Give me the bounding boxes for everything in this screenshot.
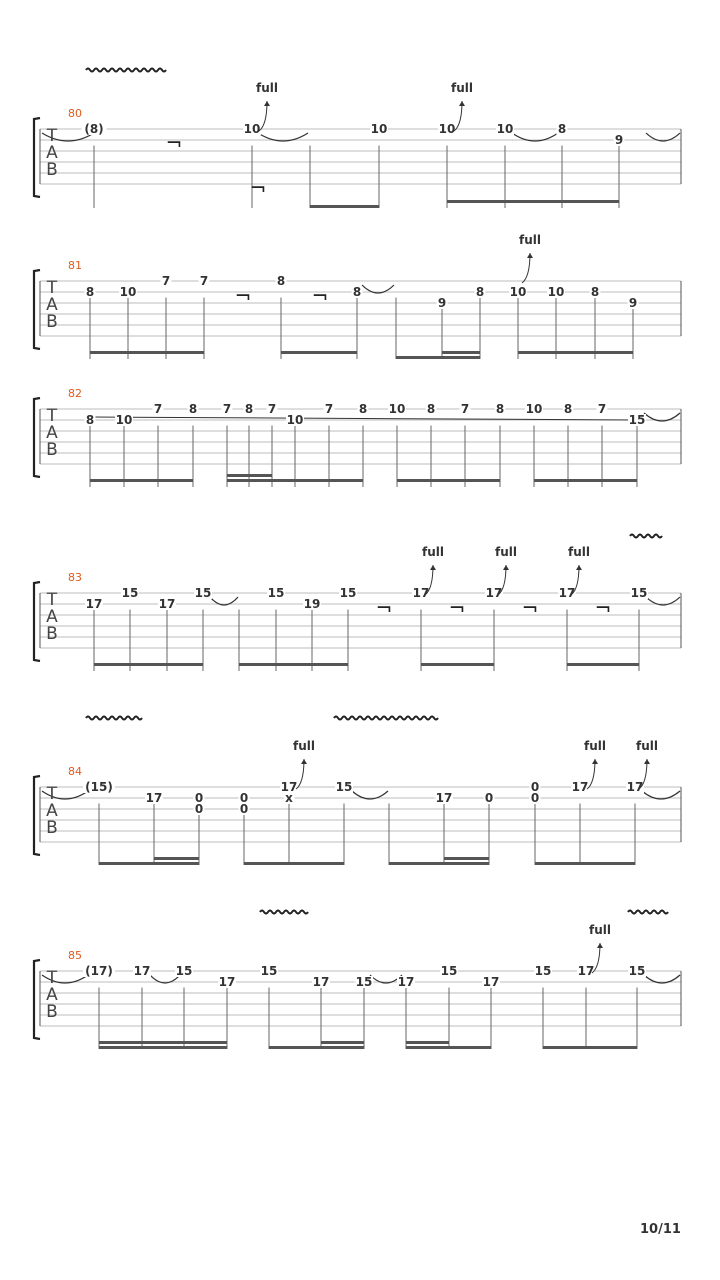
fret-number: (17) — [85, 964, 113, 978]
note-beam — [535, 862, 635, 865]
fret-number: 7 — [324, 402, 334, 416]
bend-label: full — [584, 739, 606, 753]
bend-label: full — [568, 545, 590, 559]
note-beam — [227, 474, 272, 477]
bend-label: full — [451, 81, 473, 95]
fret-number: 17 — [485, 586, 503, 600]
fret-number: 8 — [358, 402, 368, 416]
tab-clef-letter: A — [46, 801, 58, 821]
system-bracket — [34, 118, 40, 197]
vibrato-mark — [628, 911, 668, 914]
bend-label: full — [636, 739, 658, 753]
fret-number: 10 — [286, 413, 304, 427]
fret-number: 0 — [194, 791, 204, 805]
system-bracket — [34, 776, 40, 855]
fret-number: 15 — [267, 586, 285, 600]
fret-number: 8 — [495, 402, 505, 416]
bend-arrowhead — [527, 253, 533, 258]
tab-clef-letter: A — [46, 985, 58, 1005]
fret-number: 0 — [484, 791, 494, 805]
note-beam — [543, 1046, 637, 1049]
bend-arrowhead — [597, 943, 603, 948]
bend-arrowhead — [301, 759, 307, 764]
tab-clef-letter: B — [46, 440, 58, 460]
bend-label: full — [589, 923, 611, 937]
vibrato-mark — [630, 535, 662, 538]
system-bracket — [34, 398, 40, 477]
note-beam — [406, 1046, 491, 1049]
tab-clef-letter: T — [46, 784, 58, 804]
measure-number: 83 — [68, 571, 82, 584]
note-beam — [389, 862, 489, 865]
fret-number: 15 — [339, 586, 357, 600]
fret-number: 8 — [590, 285, 600, 299]
fret-number: 0 — [239, 802, 249, 816]
note-beam — [227, 479, 363, 482]
tab-clef-letter: A — [46, 423, 58, 443]
system-bracket — [34, 960, 40, 1039]
fret-number: 9 — [437, 296, 447, 310]
note-beam — [281, 351, 357, 354]
fret-number: 7 — [199, 274, 209, 288]
fret-number: 15 — [355, 975, 373, 989]
bend-arrowhead — [264, 101, 270, 106]
bend-arrowhead — [644, 759, 650, 764]
bend-label: full — [422, 545, 444, 559]
fret-number: 17 — [626, 780, 644, 794]
fret-number: 10 — [115, 413, 133, 427]
fret-number: 8 — [85, 413, 95, 427]
fret-number: 15 — [534, 964, 552, 978]
note-beam — [534, 479, 637, 482]
note-beam — [99, 1046, 227, 1049]
tab-clef-letter: T — [46, 968, 58, 988]
fret-number: 15 — [630, 586, 648, 600]
note-beam — [444, 857, 489, 860]
fret-number: 17 — [145, 791, 163, 805]
vibrato-mark — [86, 69, 166, 72]
staff-lines — [34, 118, 681, 1039]
fret-number: 0 — [530, 780, 540, 794]
fret-number: (15) — [85, 780, 113, 794]
fret-number: 10 — [525, 402, 543, 416]
rest-symbol: ¬ — [448, 596, 466, 620]
fret-number: 8 — [426, 402, 436, 416]
tab-clef-letter: T — [46, 278, 58, 298]
system-bracket — [34, 582, 40, 661]
fret-number: 9 — [614, 133, 624, 147]
tab-clef-letter: A — [46, 143, 58, 163]
note-beam — [321, 1041, 364, 1044]
page-number: 10/11 — [640, 1222, 681, 1237]
fret-number: 8 — [352, 285, 362, 299]
tab-clef-letter: B — [46, 818, 58, 838]
fret-number: 8 — [557, 122, 567, 136]
fret-number: 19 — [303, 597, 321, 611]
fret-number: 15 — [194, 586, 212, 600]
fret-number: 10 — [509, 285, 527, 299]
fret-number: 8 — [85, 285, 95, 299]
bend-arrowhead — [503, 565, 509, 570]
fret-number: 17 — [577, 964, 595, 978]
fret-number: 8 — [475, 285, 485, 299]
fret-number: 17 — [133, 964, 151, 978]
note-beam — [99, 1041, 227, 1044]
tab-clef-letter: T — [46, 406, 58, 426]
bend-arrowhead — [592, 759, 598, 764]
fret-number: 17 — [312, 975, 330, 989]
fret-number: 8 — [276, 274, 286, 288]
measure-number: 80 — [68, 107, 82, 120]
measure-number: 81 — [68, 259, 82, 272]
rest-symbol: ¬ — [594, 596, 612, 620]
fret-number: x — [285, 791, 293, 805]
bend-label: full — [519, 233, 541, 247]
fret-number: (8) — [84, 122, 104, 136]
fret-number: 15 — [260, 964, 278, 978]
fret-number: 17 — [280, 780, 298, 794]
fret-number: 17 — [558, 586, 576, 600]
note-beam — [310, 205, 379, 208]
system-bracket — [34, 270, 40, 349]
fret-number: 17 — [482, 975, 500, 989]
fret-number: 7 — [222, 402, 232, 416]
rest-symbol: ¬ — [165, 131, 183, 155]
fret-number: 10 — [370, 122, 388, 136]
fret-number: 7 — [460, 402, 470, 416]
fret-number: 9 — [628, 296, 638, 310]
fret-number: 15 — [628, 413, 646, 427]
bend-label: full — [256, 81, 278, 95]
fret-number: 17 — [85, 597, 103, 611]
fret-number: 10 — [119, 285, 137, 299]
fret-number: 8 — [188, 402, 198, 416]
fret-number: 10 — [388, 402, 406, 416]
fret-number: 15 — [628, 964, 646, 978]
tab-clef-letter: A — [46, 295, 58, 315]
note-beam — [90, 351, 204, 354]
note-beam — [239, 663, 348, 666]
note-beam — [94, 663, 203, 666]
fret-number: 0 — [239, 791, 249, 805]
rest-symbol: ¬ — [234, 284, 252, 308]
note-beam — [567, 663, 639, 666]
tab-clef-letter: A — [46, 607, 58, 627]
vibrato-mark — [86, 717, 142, 720]
tab-clef-letter: B — [46, 160, 58, 180]
note-beam — [396, 356, 480, 359]
tab-clef-letter: B — [46, 312, 58, 332]
fret-number: 10 — [496, 122, 514, 136]
fret-number: 8 — [244, 402, 254, 416]
note-beam — [421, 663, 494, 666]
fret-number: 15 — [175, 964, 193, 978]
fret-number: 7 — [161, 274, 171, 288]
rest-symbol: ¬ — [375, 596, 393, 620]
fret-number: 17 — [412, 586, 430, 600]
fret-number: 10 — [243, 122, 261, 136]
fret-number: 8 — [563, 402, 573, 416]
fret-number: 17 — [158, 597, 176, 611]
measure-number: 85 — [68, 949, 82, 962]
notation-text — [46, 81, 658, 1022]
fret-number: 7 — [153, 402, 163, 416]
note-beam — [269, 1046, 364, 1049]
bend-label: full — [293, 739, 315, 753]
tab-clef-letter: T — [46, 126, 58, 146]
tab-clef-letter: T — [46, 590, 58, 610]
fret-number: 0 — [530, 791, 540, 805]
measure-number: 82 — [68, 387, 82, 400]
tab-clef-letter: B — [46, 624, 58, 644]
note-beam — [397, 479, 500, 482]
note-beam — [90, 479, 193, 482]
fret-number: 17 — [435, 791, 453, 805]
fret-number: 10 — [547, 285, 565, 299]
fret-number: 7 — [597, 402, 607, 416]
rest-symbol: ¬ — [311, 284, 329, 308]
fret-number: 0 — [194, 802, 204, 816]
note-beam — [99, 862, 199, 865]
note-beam — [518, 351, 633, 354]
measure-number: 84 — [68, 765, 82, 778]
fret-number: 15 — [335, 780, 353, 794]
vibrato-mark — [334, 717, 438, 720]
bend-arrowhead — [576, 565, 582, 570]
bend-label: full — [495, 545, 517, 559]
bend-arrowhead — [430, 565, 436, 570]
note-beam — [442, 351, 480, 354]
fret-number: 17 — [218, 975, 236, 989]
rest-symbol: ¬ — [521, 596, 539, 620]
tab-clef-letter: B — [46, 1002, 58, 1022]
fret-number: 10 — [438, 122, 456, 136]
fret-number: 17 — [397, 975, 415, 989]
note-beam — [244, 862, 344, 865]
bend-arrowhead — [459, 101, 465, 106]
fret-number: 17 — [571, 780, 589, 794]
fret-number: 7 — [267, 402, 277, 416]
rest-symbol: ¬ — [249, 176, 267, 200]
note-beam — [406, 1041, 449, 1044]
note-beam — [154, 857, 199, 860]
fret-number: 15 — [440, 964, 458, 978]
fret-number: 15 — [121, 586, 139, 600]
vibrato-mark — [260, 911, 308, 914]
note-beam — [447, 200, 619, 203]
